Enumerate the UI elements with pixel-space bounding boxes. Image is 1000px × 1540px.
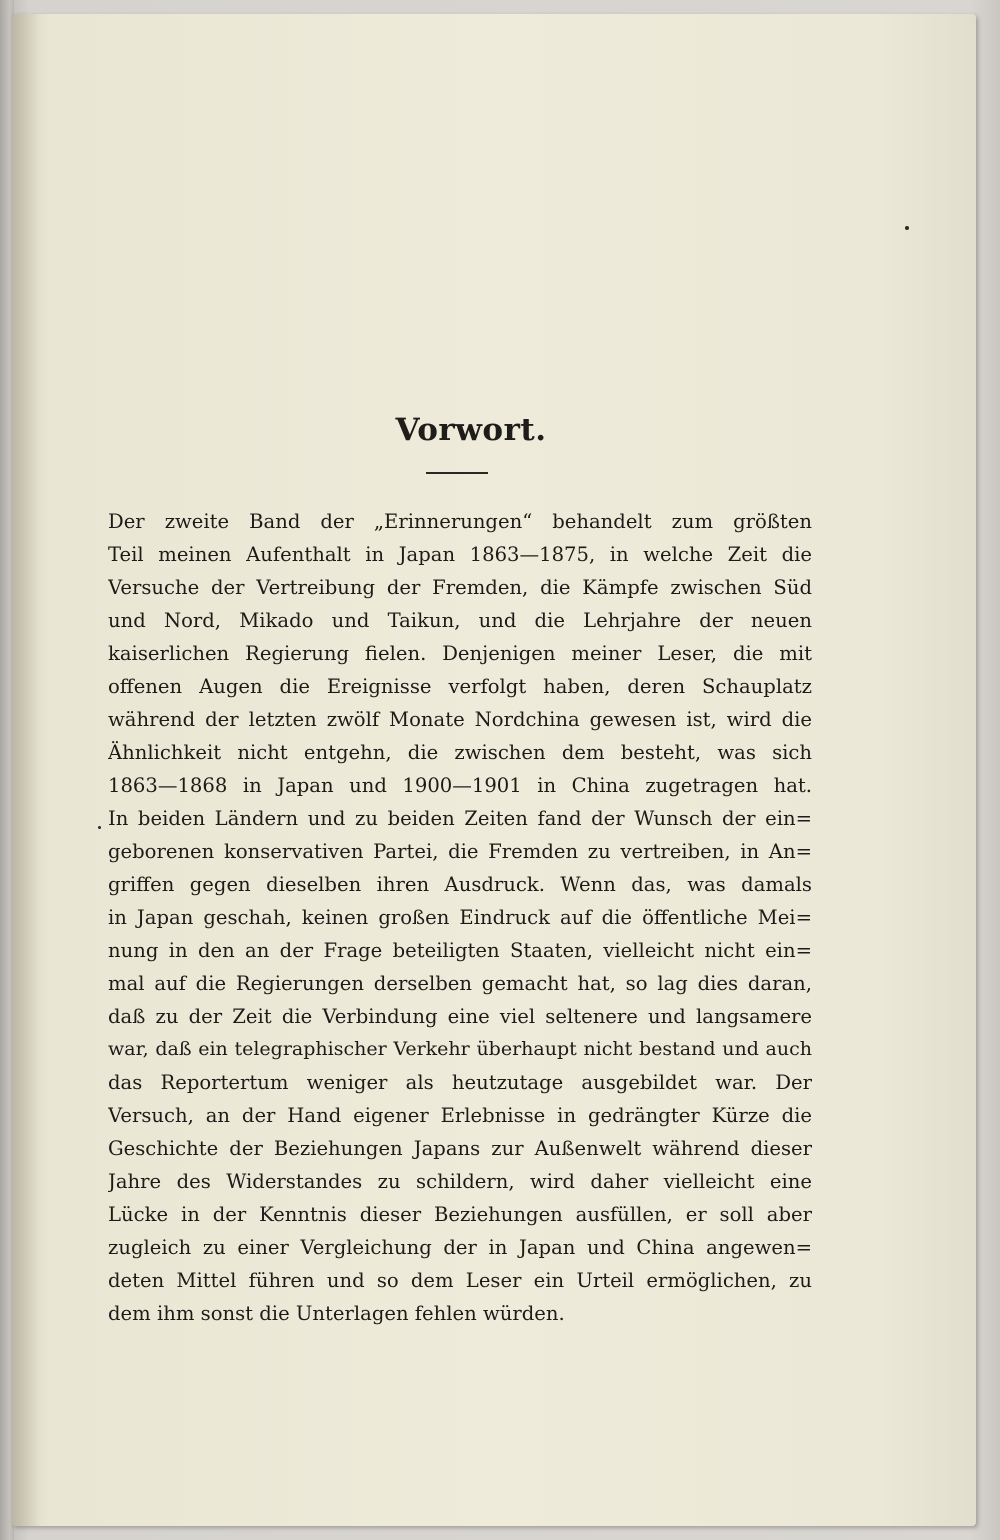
gutter-shadow [12, 14, 40, 1526]
text-line: Versuche der Vertreibung der Fremden, die Kämpfe zwischen Süd [108, 576, 812, 599]
text-line: Der zweite Band der „Erinnerungen“ behandelt zum größten [108, 510, 812, 533]
paper-speck [905, 226, 909, 230]
text-line: dem ihm sonst die Unterlagen fehlen würden. [108, 1302, 565, 1325]
paper-speck [98, 826, 101, 829]
text-line: und Nord, Mikado und Taikun, und die Lehrjahre der neuen [108, 609, 812, 632]
page-title: Vorwort. [395, 412, 547, 448]
text-line: das Reportertum weniger als heutzutage ausgebildet war. Der [108, 1071, 812, 1094]
text-line: Ähnlichkeit nicht entgehn, die zwischen dem besteht, was sich [108, 741, 812, 764]
text-line: Lücke in der Kenntnis dieser Beziehungen ausfüllen, er soll aber [108, 1203, 812, 1226]
text-line: nung in den an der Frage beteiligten Staaten, vielleicht nicht ein= [108, 939, 812, 962]
title-divider [426, 472, 488, 474]
text-line: mal auf die Regierungen derselben gemacht hat, so lag dies daran, [108, 972, 812, 995]
text-line: kaiserlichen Regierung fielen. Denjenigen meiner Leser, die mit [108, 642, 812, 665]
text-line: war, daß ein telegraphischer Verkehr überhaupt nicht bestand und auch [108, 1038, 812, 1060]
text-line: Versuch, an der Hand eigener Erlebnisse in gedrängter Kürze die [108, 1104, 812, 1127]
text-line: geborenen konservativen Partei, die Fremden zu vertreiben, in An= [108, 840, 812, 863]
text-line: während der letzten zwölf Monate Nordchina gewesen ist, wird die [108, 708, 812, 731]
text-line: zugleich zu einer Vergleichung der in Japan und China angewen= [108, 1236, 812, 1259]
text-line: 1863—1868 in Japan und 1900—1901 in China zugetragen hat. [108, 774, 812, 797]
book-page [12, 14, 976, 1526]
text-line: deten Mittel führen und so dem Leser ein Urteil ermöglichen, zu [108, 1269, 812, 1292]
text-line: daß zu der Zeit die Verbindung eine viel seltenere und langsamere [108, 1005, 812, 1028]
text-line: In beiden Ländern und zu beiden Zeiten fand der Wunsch der ein= [108, 807, 812, 830]
text-line: offenen Augen die Ereignisse verfolgt haben, deren Schauplatz [108, 675, 812, 698]
text-line: in Japan geschah, keinen großen Eindruck auf die öffentliche Mei= [108, 906, 812, 929]
text-line: griffen gegen dieselben ihren Ausdruck. Wenn das, was damals [108, 873, 812, 896]
text-line: Geschichte der Beziehungen Japans zur Außenwelt während dieser [108, 1137, 812, 1160]
text-line: Teil meinen Aufenthalt in Japan 1863—1875, in welche Zeit die [108, 543, 812, 566]
preface-paragraph [108, 505, 812, 1330]
text-line: Jahre des Widerstandes zu schildern, wird daher vielleicht eine [108, 1170, 812, 1193]
